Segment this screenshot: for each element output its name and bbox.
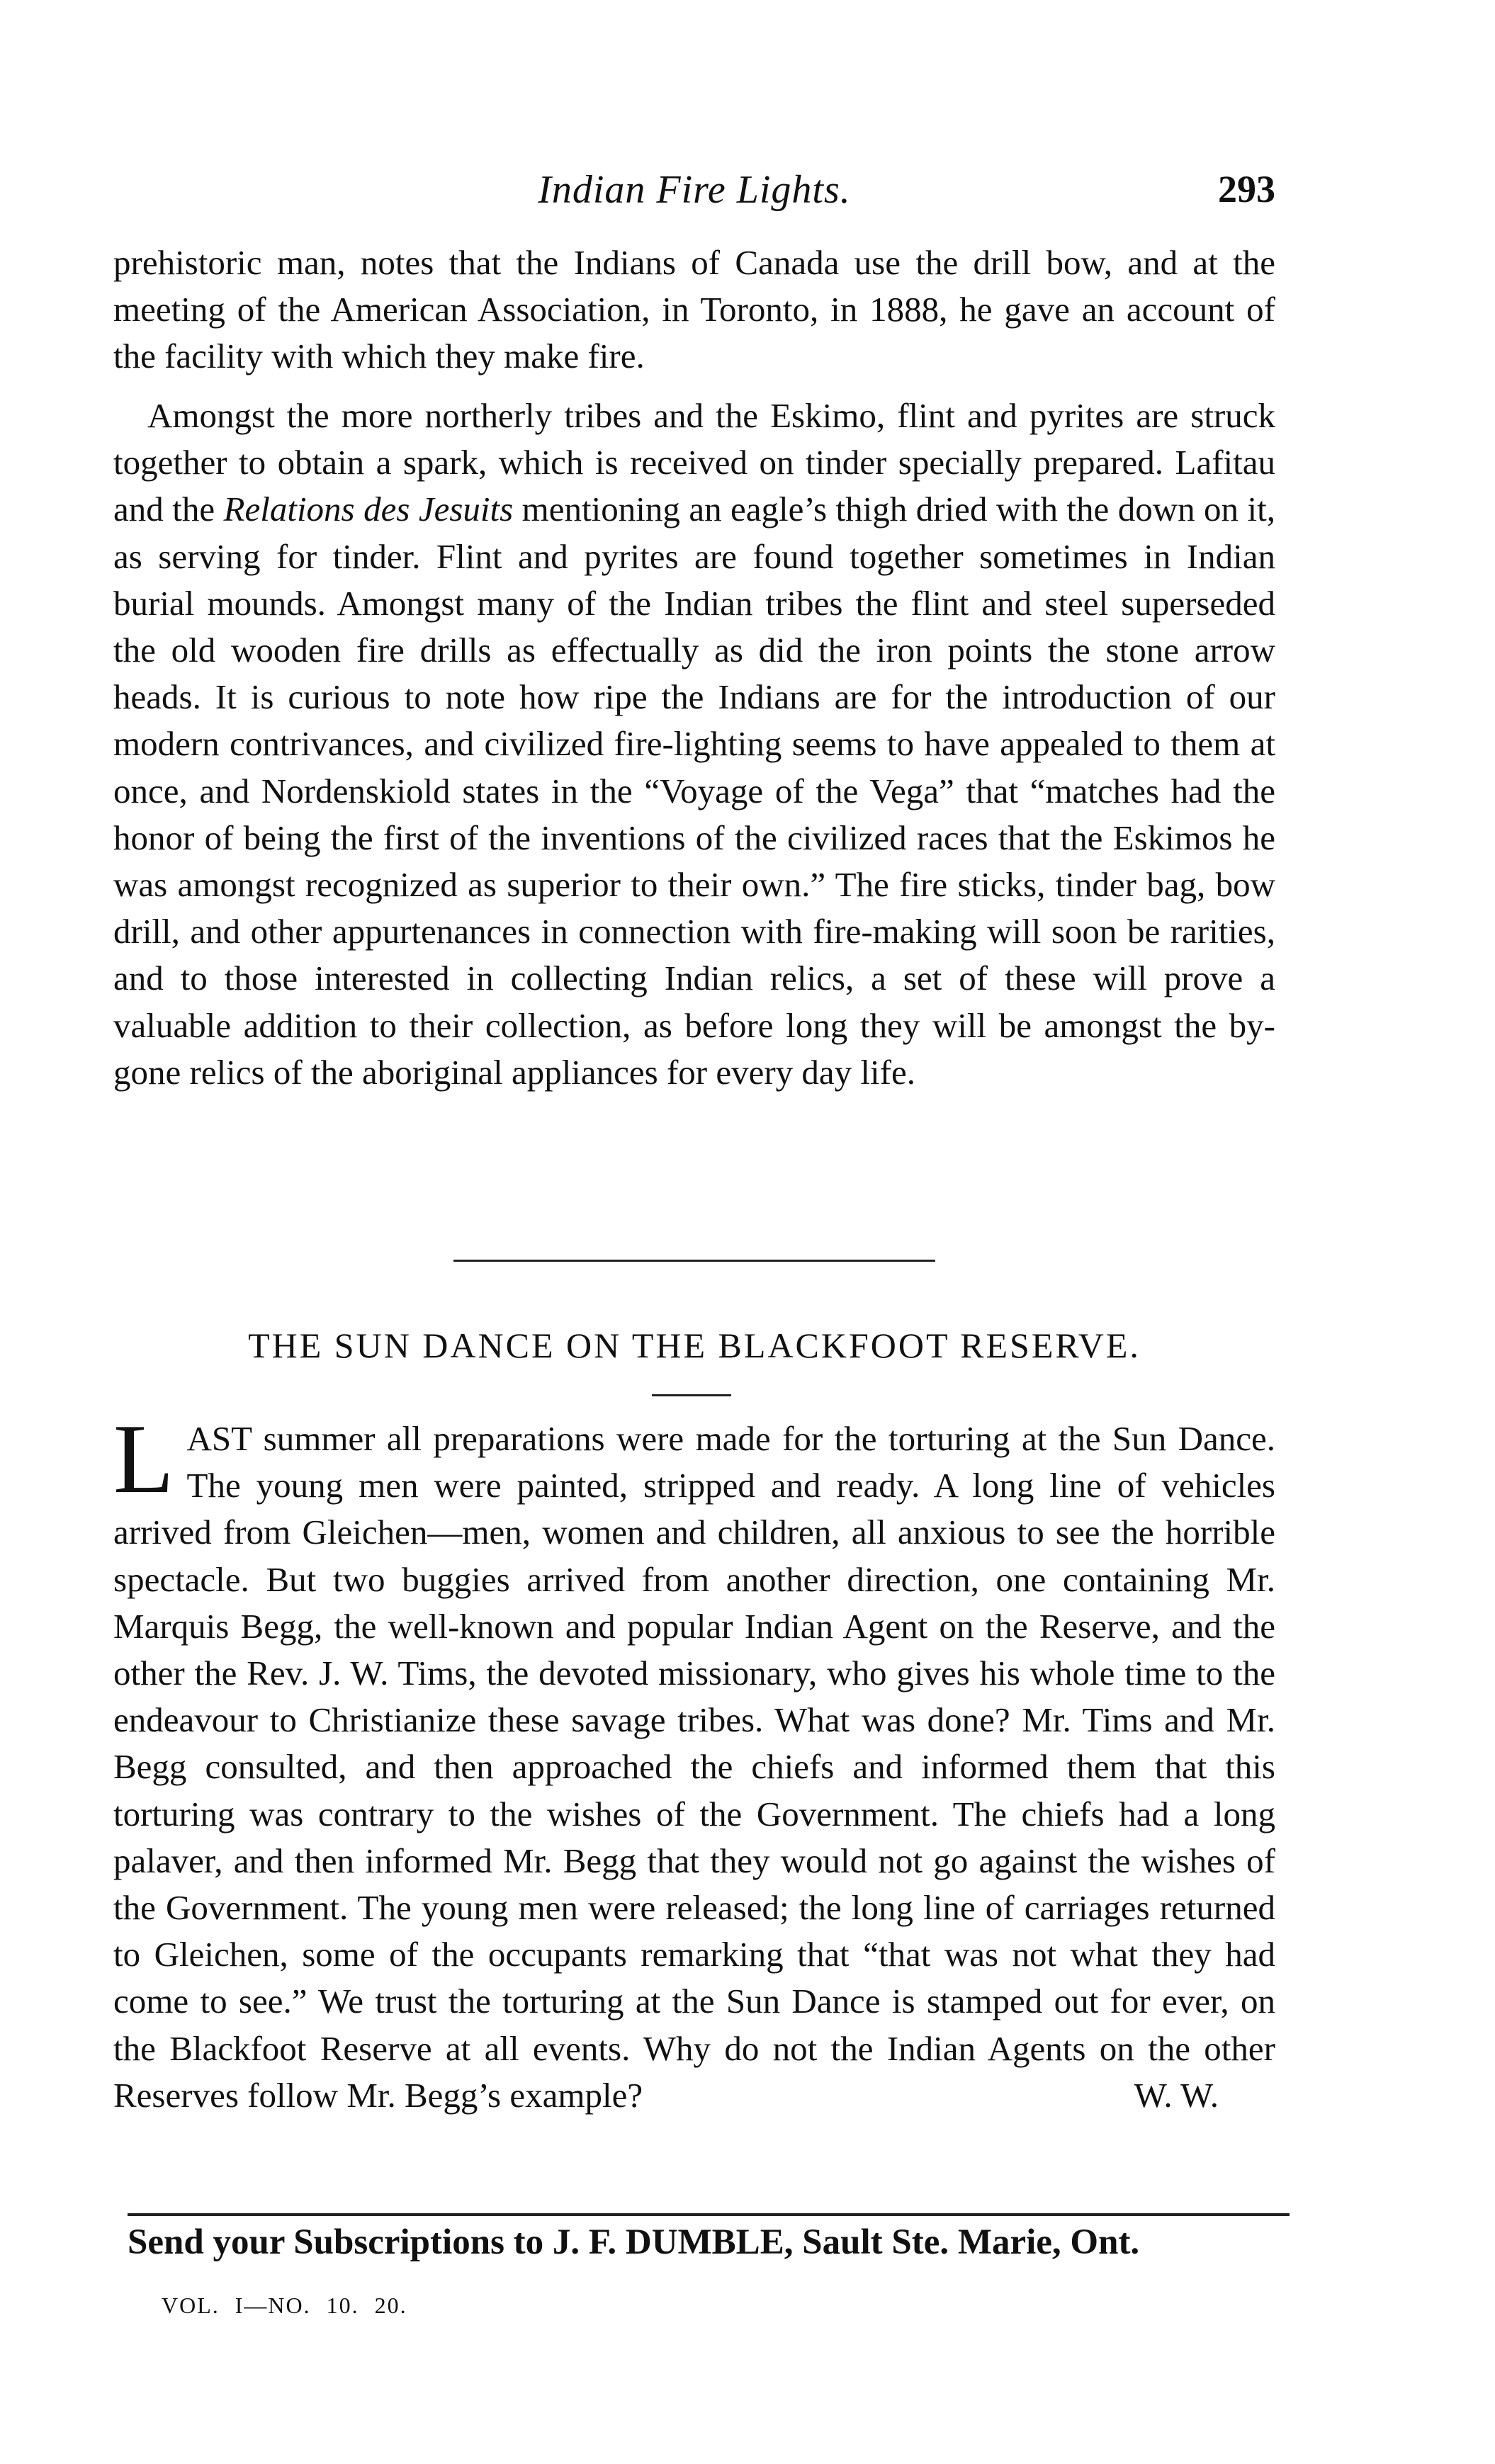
- running-header: [113, 167, 1275, 224]
- paragraph-text: mentioning an eagle’s thigh dried with the down on it, as serving for tinder. Flint and pyrites are found together sometimes in Indian burial mounds. Amongst many of the Indian tribes the flint and steel superseded the old wooden fire drills as effectually as did the iron points the stone arrow heads. It is curious to note how ripe the Indians are for the introduction of our modern contrivances, and civilized fire-lighting seems to have appealed to them at once, and Nordenskiold states in the “Voyage of the Vega” that “matches had the honor of being the first of the inventions of the civilized races that the Eskimos he was amongst recognized as superior to their own.” The fire sticks, tinder bag, bow drill, and other appurtenances in connection with fire-making will soon be rarities, and to those interested in collecting Indian relics, a set of these will prove a valuable addition to their collection, as before long they will be amongst the by-gone relics of the aboriginal appliances for every day life.: [113, 490, 1275, 1092]
- paragraph-text: AST summer all preparations were made for the torturing at the Sun Dance. The young men were painted, stripped and ready. A long line of vehicles arrived from Gleichen—men, women and children, all anxious to see the horrible spectacle. But two buggies arrived from another direction, one containing Mr. Marquis Begg, the well-known and popular Indian Agent on the Reserve, and the other the Rev. J. W. Tims, the devoted missionary, who gives his whole time to the endeavour to Christianize these savage tribes. What was done? Mr. Tims and Mr. Begg consulted, and then approached the chiefs and informed them that this torturing was contrary to the wishes of the Government. The chiefs had a long palaver, and then informed Mr. Begg that they would not go against the wishes of the Government. The young men were released; the long line of carriages returned to Gleichen, some of the occupants remarking that “that was not what they had come to see.” We trust the torturing at the Sun Dance is stamped out for ever, on the Blackfoot Reserve at all events. Why do not the Indian Agents on the other Reserves follow Mr. Begg’s example?: [113, 1419, 1275, 2115]
- volume-signature: VOL. I—NO. 10. 20.: [162, 2293, 407, 2318]
- author-signoff: W. W.: [1134, 2075, 1219, 2115]
- running-title: Indian Fire Lights.: [538, 168, 851, 212]
- page-number: 293: [1218, 168, 1275, 210]
- italic-title: Relations des Jesuits: [223, 490, 514, 529]
- paragraph-fire-drill: prehistoric man, notes that the Indians of Canada use the drill bow, and at the meeting of the American Association, in Toronto, in 1888, he gave an account of the facility with which they make fire.: [113, 243, 1275, 376]
- paragraph-sun-dance: [113, 1404, 1275, 2119]
- paragraph-text: Amongst the more northerly tribes and the Eskimo, flint and pyrites are struck together to obtain a spark, which is received on tinder specially prepared. Lafitau and the: [113, 396, 1275, 529]
- subscription-notice: Send your Subscriptions to J. F. DUMBLE, Sault Ste. Marie, Ont.: [128, 2222, 1140, 2262]
- heading-underline: [652, 1394, 731, 1396]
- article-heading: THE SUN DANCE ON THE BLACKFOOT RESERVE.: [248, 1326, 1141, 1365]
- section-divider: [453, 1260, 935, 1262]
- footer-rule: [128, 2213, 1290, 2216]
- drop-cap: L: [113, 1404, 174, 1514]
- paragraph-flint-pyrites: [113, 392, 1275, 1096]
